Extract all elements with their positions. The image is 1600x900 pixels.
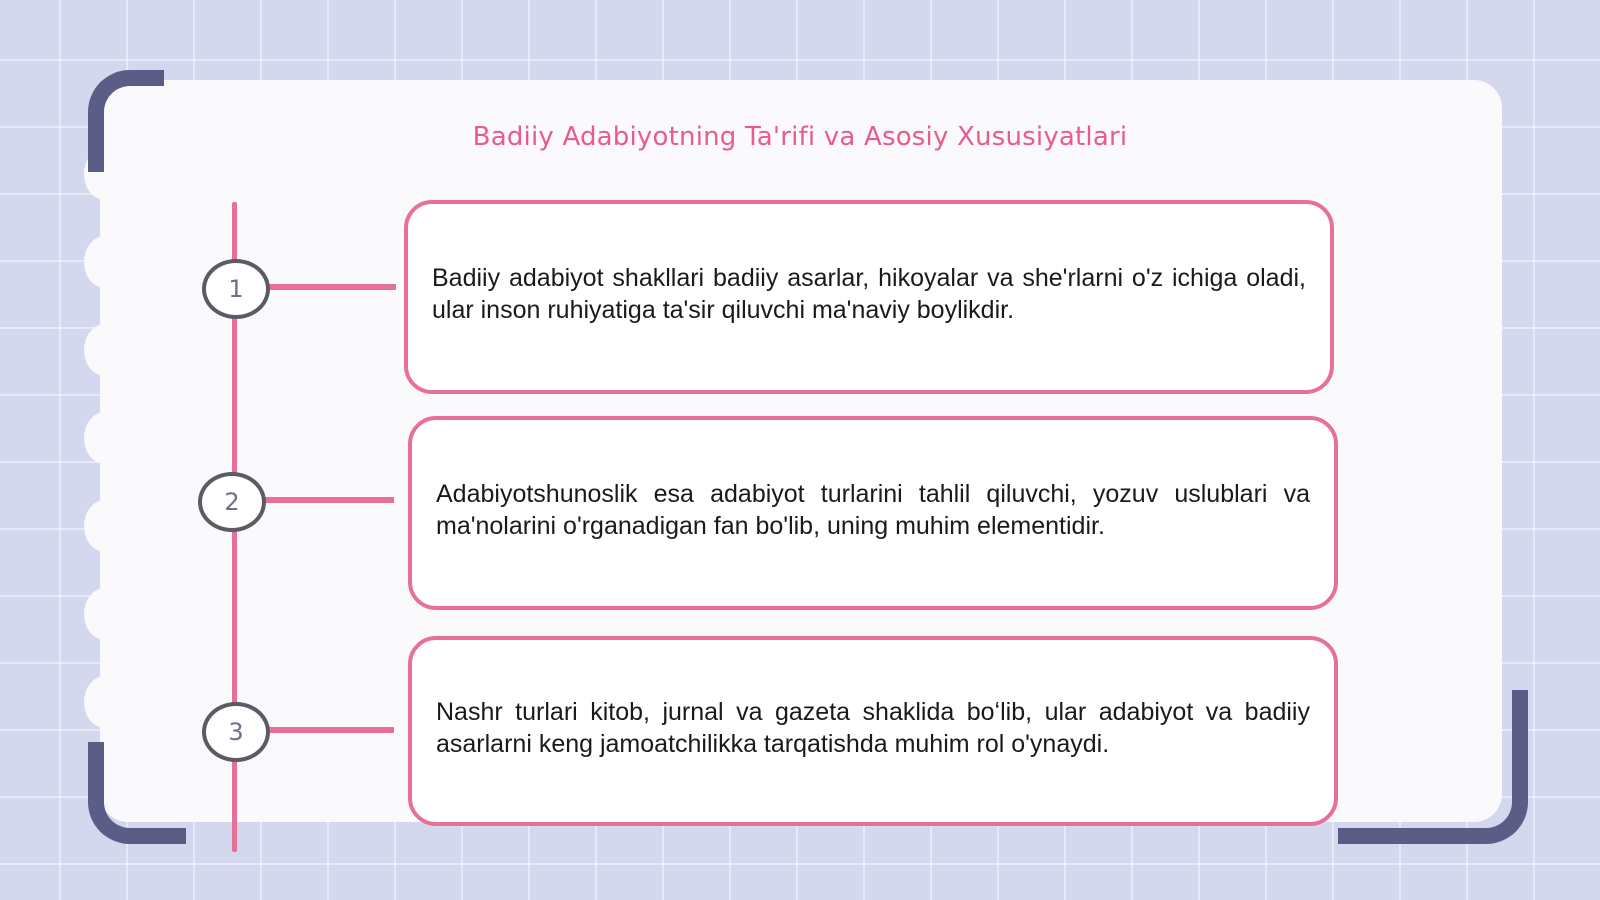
scallop-edge (84, 324, 126, 376)
step-text: Nashr turlari kitob, jurnal va gazeta shaklida boʻlib, ular adabiyot va badiiy asarlarni keng jamoatchilikka tarqatishda muhim rol o'ynaydi. (436, 697, 1310, 758)
step-number-badge: 3 (202, 702, 270, 762)
scallop-edge (84, 676, 126, 728)
step-connector (264, 284, 396, 290)
step-number-badge: 2 (198, 472, 266, 532)
page-title: Badiiy Adabiyotning Ta'rifi va Asosiy Xususiyatlari (472, 122, 1128, 152)
step-connector (264, 727, 394, 733)
frame-corner-bottom-right (1338, 690, 1528, 844)
scallop-edge (84, 236, 126, 288)
scallop-edge (84, 500, 126, 552)
step-card (408, 416, 1338, 610)
step-card (408, 636, 1338, 826)
step-text: Adabiyotshunoslik esa adabiyot turlarini tahlil qiluvchi, yozuv uslublari va ma'nolarini o'rganadigan fan bo'lib, uning muhim elementidir. (436, 479, 1310, 540)
step-text: Badiiy adabiyot shakllari badiiy asarlar, hikoyalar va she'rlarni o'z ichiga oladi, ular inson ruhiyatiga ta'sir qiluvchi ma'naviy boylikdir. (432, 263, 1306, 324)
scallop-edge (84, 412, 126, 464)
scallop-edge (84, 588, 126, 640)
step-connector (262, 497, 394, 503)
frame-corner-top-left (88, 70, 164, 172)
frame-corner-bottom-left (88, 742, 186, 844)
step-card (404, 200, 1334, 394)
step-number-badge: 1 (202, 259, 270, 319)
